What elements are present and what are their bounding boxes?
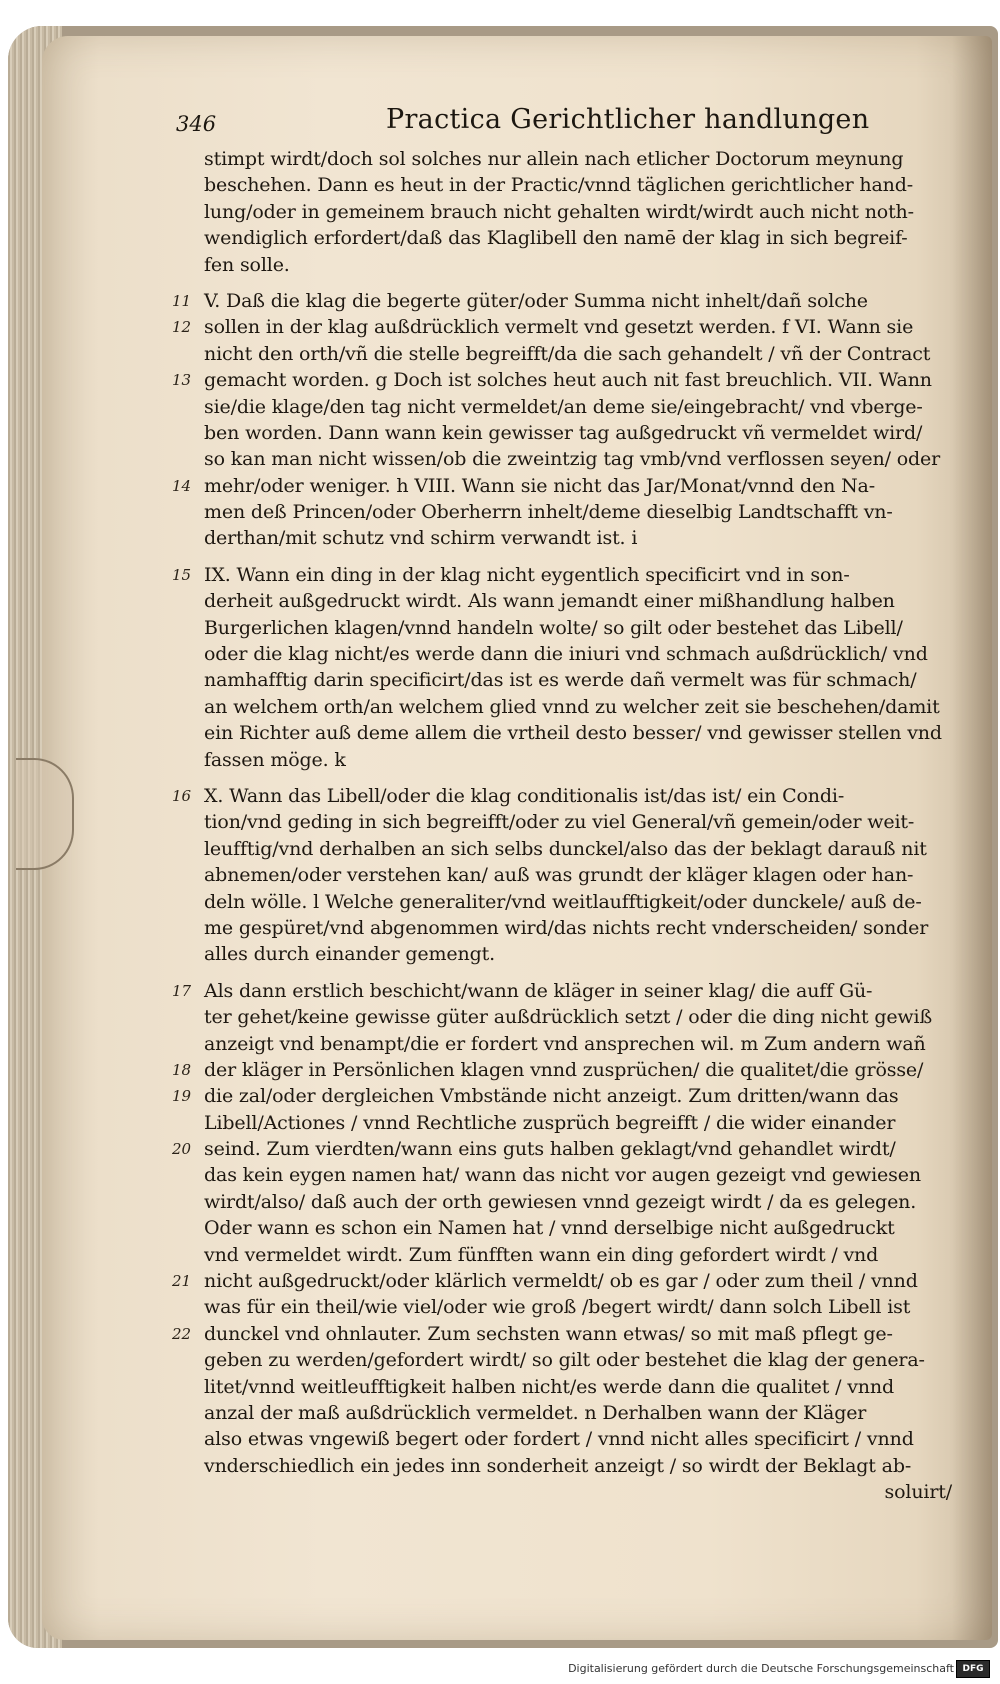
text-line xyxy=(176,1242,966,1268)
paragraph-gap xyxy=(176,773,966,783)
footer-bar xyxy=(0,1656,1000,1684)
line-text: sie/die klage/den tag nicht vermeldet/an deme sie/eingebracht/ vnd vberge- xyxy=(204,395,923,418)
bookmark-tab xyxy=(16,758,74,870)
text-line xyxy=(172,978,966,1004)
text-line xyxy=(176,641,966,667)
text-line xyxy=(176,1294,966,1320)
text-line xyxy=(176,747,966,773)
text-line xyxy=(172,367,966,393)
marginal-number: 16 xyxy=(172,786,192,805)
marginal-number: 19 xyxy=(172,1087,192,1106)
text-line xyxy=(176,1215,966,1241)
line-text: Libell/Actiones / vnnd Rechtliche zusprüch begreifft / die wider einander xyxy=(204,1111,896,1134)
text-line xyxy=(176,341,966,367)
marginal-number: 11 xyxy=(172,291,192,310)
text-line xyxy=(172,1136,966,1162)
text-line xyxy=(176,1426,966,1452)
dfg-logo-icon xyxy=(956,1660,990,1678)
marginal-number: 21 xyxy=(172,1272,192,1291)
text-line xyxy=(176,420,966,446)
text-line xyxy=(172,1321,966,1347)
text-line xyxy=(176,172,966,198)
marginal-number: 15 xyxy=(172,565,192,584)
footer-credit: Digitalisierung gefördert durch die Deutsche Forschungsgemeinschaft xyxy=(568,1662,954,1675)
text-line xyxy=(176,1347,966,1373)
line-text: nicht den orth/vñ die stelle begreifft/da die sach gehandelt / vñ der Contract xyxy=(204,342,931,365)
line-text: an welchem orth/an welchem glied vnnd zu welcher zeit sie beschehen/damit xyxy=(204,695,940,718)
text-line xyxy=(176,862,966,888)
line-text: so kan man nicht wissen/ob die zweintzig tag vmb/vnd verflossen seyen/ oder xyxy=(204,448,941,471)
text-line xyxy=(176,1110,966,1136)
text-line xyxy=(176,446,966,472)
line-text: also etwas vngewiß begert oder fordert / vnnd nicht alles specificirt / vnnd xyxy=(204,1428,914,1451)
line-text: alles durch einander gemengt. xyxy=(204,943,495,966)
line-text: geben zu werden/gefordert wirdt/ so gilt oder bestehet die klag der genera- xyxy=(204,1349,925,1372)
text-line xyxy=(176,615,966,641)
line-text: ein Richter auß deme allem die vrtheil desto besser/ vnd gewisser stellen vnd xyxy=(204,722,942,745)
text-line xyxy=(176,225,966,251)
text-line xyxy=(176,941,966,967)
text-line xyxy=(172,1083,966,1109)
line-text: me gespüret/vnd abgenommen wird/das nichts recht vnderscheiden/ sonder xyxy=(204,916,929,939)
body-text xyxy=(172,146,966,1506)
text-line xyxy=(176,1189,966,1215)
text-line xyxy=(176,1400,966,1426)
marginal-number: 17 xyxy=(172,981,192,1000)
text-line xyxy=(176,915,966,941)
line-text: X. Wann das Libell/oder die klag conditionalis ist/das ist/ ein Condi- xyxy=(204,784,845,807)
text-line xyxy=(176,694,966,720)
dfg-logo-text: DFG xyxy=(962,1664,984,1674)
line-text: anzal der maß außdrücklich vermeldet. n Derhalben wann der Kläger xyxy=(204,1401,867,1424)
paragraph-gap xyxy=(176,278,966,288)
line-text: lung/oder in gemeinem brauch nicht gehalten wirdt/wirdt auch nicht noth- xyxy=(204,200,914,223)
text-line xyxy=(176,199,966,225)
line-text: V. Daß die klag die begerte güter/oder Summa nicht inhelt/dañ solche xyxy=(204,289,868,312)
line-text: nicht außgedruckt/oder klärlich vermeldt/ ob es gar / oder zum theil / vnnd xyxy=(204,1270,918,1293)
line-text: fen solle. xyxy=(204,253,290,276)
line-text: deln wölle. l Welche generaliter/vnd weitlaufftigkeit/oder dunckele/ auß de- xyxy=(204,890,922,913)
text-line xyxy=(176,1004,966,1030)
line-text: IX. Wann ein ding in der klag nicht eygentlich specificirt vnd in son- xyxy=(204,563,850,586)
line-text: wendiglich erfordert/daß das Klaglibell den namē der klag in sich begreif- xyxy=(204,227,908,250)
line-text: litet/vnnd weitleufftigkeit halben nicht/es werde dann die qualitet / vnnd xyxy=(204,1375,894,1398)
text-line xyxy=(176,1162,966,1188)
marginal-number: 13 xyxy=(172,371,192,390)
text-line xyxy=(176,667,966,693)
line-text: oder die klag nicht/es werde dann die iniuri vnd schmach außdrücklich/ vnd xyxy=(204,643,928,666)
text-line xyxy=(172,288,966,314)
catchword xyxy=(176,1479,966,1505)
line-text: derthan/mit schutz vnd schirm verwandt ist. i xyxy=(204,527,638,550)
page-number: 346 xyxy=(176,112,217,136)
line-text: Oder wann es schon ein Namen hat / vnnd derselbige nicht außgedruckt xyxy=(204,1217,895,1240)
line-text: ben worden. Dann wann kein gewisser tag außgedruckt vñ vermeldet wird/ xyxy=(204,421,923,444)
marginal-number: 22 xyxy=(172,1324,192,1343)
line-text: Als dann erstlich beschicht/wann de kläger in seiner klag/ die auff Gü- xyxy=(204,979,873,1002)
text-line xyxy=(172,783,966,809)
line-text: ter gehet/keine gewisse güter außdrücklich setzt / oder die ding nicht gewiß xyxy=(204,1006,933,1029)
catchword-text: soluirt/ xyxy=(884,1481,952,1504)
line-text: vnd vermeldet wirdt. Zum fünfften wann ein ding gefordert wirdt / vnd xyxy=(204,1243,879,1266)
line-text: fassen möge. k xyxy=(204,748,346,771)
line-text: der kläger in Persönlichen klagen vnnd zusprüchen/ die qualitet/die grösse/ xyxy=(204,1058,924,1081)
text-line xyxy=(176,809,966,835)
text-line xyxy=(176,525,966,551)
line-text: derheit außgedruckt wirdt. Als wann jemandt einer mißhandlung halben xyxy=(204,590,895,613)
line-text: tion/vnd geding in sich begreifft/oder zu viel General/vñ gemein/oder weit- xyxy=(204,811,915,834)
marginal-number: 18 xyxy=(172,1060,192,1079)
line-text: die zal/oder dergleichen Vmbstände nicht anzeigt. Zum dritten/wann das xyxy=(204,1085,899,1108)
text-line xyxy=(176,252,966,278)
line-text: leufftig/vnd derhalben an sich selbs dunckel/also das der beklagt darauß nit xyxy=(204,837,927,860)
page-title: Practica Gerichtlicher handlungen xyxy=(386,104,870,135)
line-text: anzeigt vnd benampt/die er fordert vnd ansprechen wil. m Zum andern wañ xyxy=(204,1032,926,1055)
text-line xyxy=(172,562,966,588)
line-text: namhafftig darin specificirt/das ist es werde dañ vermelt was für schmach/ xyxy=(204,669,917,692)
text-line xyxy=(176,1453,966,1479)
marginal-number: 12 xyxy=(172,318,192,337)
line-text: dunckel vnd ohnlauter. Zum sechsten wann etwas/ so mit maß pflegt ge- xyxy=(204,1322,893,1345)
text-line xyxy=(172,1057,966,1083)
line-text: men deß Princen/oder Oberherrn inhelt/deme dieselbig Landtschafft vn- xyxy=(204,501,893,524)
line-text: seind. Zum vierdten/wann eins guts halben geklagt/vnd gehandlet wirdt/ xyxy=(204,1138,896,1161)
text-line xyxy=(176,1031,966,1057)
text-line xyxy=(176,146,966,172)
line-text: sollen in der klag außdrücklich vermelt vnd gesetzt werden. f VI. Wann sie xyxy=(204,316,914,339)
line-text: gemacht worden. g Doch ist solches heut auch nit fast breuchlich. VII. Wann xyxy=(204,369,932,392)
paragraph-gap xyxy=(176,552,966,562)
text-line xyxy=(176,836,966,862)
text-line xyxy=(176,499,966,525)
text-line xyxy=(176,394,966,420)
text-line xyxy=(176,1374,966,1400)
marginal-number: 20 xyxy=(172,1140,192,1159)
line-text: Burgerlichen klagen/vnnd handeln wolte/ so gilt oder bestehet das Libell/ xyxy=(204,616,903,639)
text-line xyxy=(176,588,966,614)
text-line xyxy=(172,314,966,340)
line-text: was für ein theil/wie viel/oder wie groß /begert wirdt/ dann solch Libell ist xyxy=(204,1296,911,1319)
text-line xyxy=(172,1268,966,1294)
line-text: stimpt wirdt/doch sol solches nur allein nach etlicher Doctorum meynung xyxy=(204,148,904,170)
line-text: wirdt/also/ daß auch der orth gewiesen vnnd gezeigt wirdt / da es gelegen. xyxy=(204,1190,917,1213)
text-line xyxy=(176,889,966,915)
line-text: das kein eygen namen hat/ wann das nicht vor augen gezeigt vnd gewiesen xyxy=(204,1164,921,1187)
line-text: vnderschiedlich ein jedes inn sonderheit anzeigt / so wirdt der Beklagt ab- xyxy=(204,1454,912,1477)
paragraph-gap xyxy=(176,968,966,978)
line-text: mehr/oder weniger. h VIII. Wann sie nicht das Jar/Monat/vnnd den Na- xyxy=(204,474,876,497)
text-line xyxy=(176,720,966,746)
line-text: abnemen/oder verstehen kan/ auß was grundt der kläger klagen oder han- xyxy=(204,864,914,887)
line-text: beschehen. Dann es heut in der Practic/vnnd täglichen gerichtlicher hand- xyxy=(204,174,914,197)
text-line xyxy=(172,473,966,499)
marginal-number: 14 xyxy=(172,476,192,495)
